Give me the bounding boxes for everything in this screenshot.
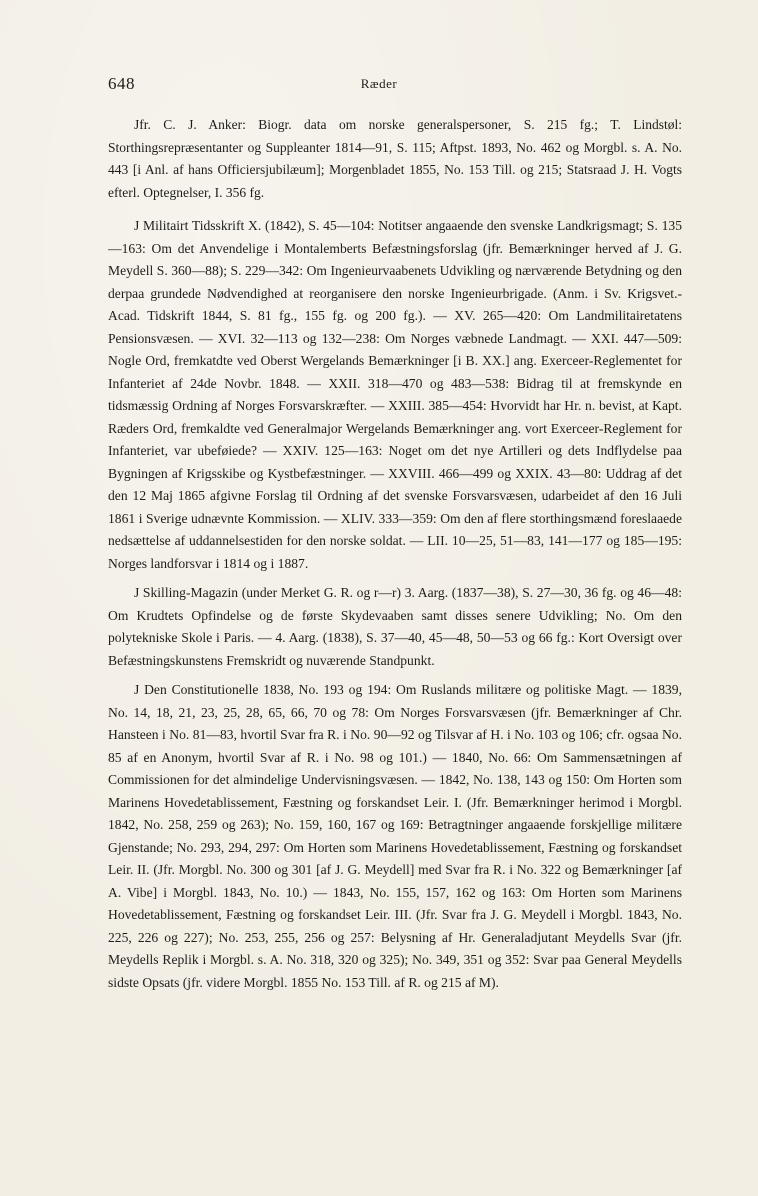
skilling-magazin-paragraph: J Skilling-Magazin (under Merket G. R. og r—r) 3. Aarg. (1837—38), S. 27—30, 36 fg. og 46—48: Om Krudtets Opfindelse og de første Skydevaaben samt disses senere Udvikling; No. Om den polytekniske Skole i Paris. — 4. Aarg. (1838), S. 37—40, 45—48, 50—53 og 66 fg.: Kort Oversigt over Befæstningskunstens Fremskridt og nuværende Standpunkt. [108, 585, 682, 668]
military-journal-paragraph: J Militairt Tidsskrift X. (1842), S. 45—104: Notitser angaaende den svenske Landkrigsmagt; S. 135—163: Om det Anvendelige i Montalemberts Befæstningsforslag (jfr. Bemærkninger herved af J. G. Meydell S. 360—88); S. 229—342: Om Ingenieurvaabenets Udvikling og nærværende Betydning og den derpaa grundede Nødvendighed at reorganisere den norske Ingenieurbrigade. (Anm. i Sv. Krigsvet.-Acad. Tidskrift 1844, S. 81 fg., 155 fg. og 200 fg.). — XV. 265—420: Om Landmilitairetatens Pensionsvæsen. — XVI. 32—113 og 132—238: Om Norges væbnede Landmagt. — XXI. 447—509: Nogle Ord, fremkatdte ved Oberst Wergelands Bemærkninger [i B. XX.] ang. Exerceer-Reglementet for Infanteriet af 24de Novbr. 1848. — XXII. 318—470 og 483—538: Bidrag til at fremskynde en tidsmæssig Ordning af Norges Forsvarskræfter. — XXIII. 385—454: Hvorvidt har Hr. n. bevist, at Kapt. Ræders Ord, fremkaldte ved Generalmajor Wergelands Bemærkninger ang. vort Exerceer-Reglement for Infanteriet, var ubeføiede? — XXIV. 125—163: Noget om det nye Artilleri og dets Indflydelse paa Bygningen af Krigsskibe og Kystbefæstninger. — XXVIII. 466—499 og XXIX. 43—80: Uddrag af det den 12 Maj 1865 afgivne Forslag til Ordning af det svenske Forsvarsvæsen, udarbeidet af den 16 Juli 1861 i Sverige udnævnte Kommission. — XLIV. 333—359: Om den af flere storthingsmænd foreslaaede nedsættelse af uddannelsestiden for den norske soldat. — LII. 10—25, 51—83, 141—177 og 185—195: Norges landforsvar i 1814 og i 1887. [108, 218, 682, 571]
body-text [108, 114, 682, 1001]
running-head: Ræder [360, 76, 398, 91]
constitutionelle-paragraph: J Den Constitutionelle 1838, No. 193 og 194: Om Ruslands militære og politiske Magt. — 1839, No. 14, 18, 21, 23, 25, 28, 65, 66, 70 og 78: Om Norges Forsvarsvæsen (jfr. Bemærkninger af Chr. Hansteen i No. 81—83, hvortil Svar fra R. i No. 90—92 og Tilsvar af H. i No. 103 og 106; cfr. ogsaa No. 85 af en Anonym, hvortil Svar af R. i No. 98 og 101.) — 1840, No. 66: Om Sammensætningen af Commissionen for det almindelige Undervisningsvæsen. — 1842, No. 138, 143 og 150: Om Horten som Marinens Hovedetablissement, Fæstning og forskandset Leir. I. (Jfr. Bemærkninger herimod i Morgbl. 1842, No. 258, 259 og 263); No. 159, 160, 167 og 169: Betragtninger angaaende forskjellige militære Gjenstande; No. 293, 294, 297: Om Horten som Marinens Hovedetablissement, Fæstning og forskandset Leir. II. (Jfr. Morgbl. No. 300 og 301 [af J. G. Meydell] med Svar fra R. i No. 322 og Bemærkninger [af A. Vibe] i Morgbl. 1843, No. 10.) — 1843, No. 155, 157, 162 og 163: Om Horten som Marinens Hovedetablissement, Fæstning og forskandset Leir. III. (Jfr. Svar fra J. G. Meydell i Morgbl. 1843, No. 225, 226 og 227); No. 253, 255, 256 og 257: Belysning af Hr. Generaladjutant Meydells Svar (jfr. Meydells Replik i Morgbl. s. A. No. 318, 320 og 325); No. 349, 351 og 352: Svar paa General Meydells sidste Opsats (jfr. videre Morgbl. 1855 No. 153 Till. af R. og 215 af M). [108, 682, 682, 990]
reference-paragraph: Jfr. C. J. Anker: Biogr. data om norske generalspersoner, S. 215 fg.; T. Lindstøl: Storthingsrepræsentanter og Suppleanter 1814—91, S. 115; Aftpst. 1893, No. 462 og Morgbl. s. A. No. 443 [i Anl. af hans Officiersjubilæum]; Morgenbladet 1855, No. 153 Till. og 215; Statsraad J. H. Vogts efterl. Optegnelser, I. 356 fg. [108, 117, 682, 200]
page-number: 648 [108, 74, 135, 93]
